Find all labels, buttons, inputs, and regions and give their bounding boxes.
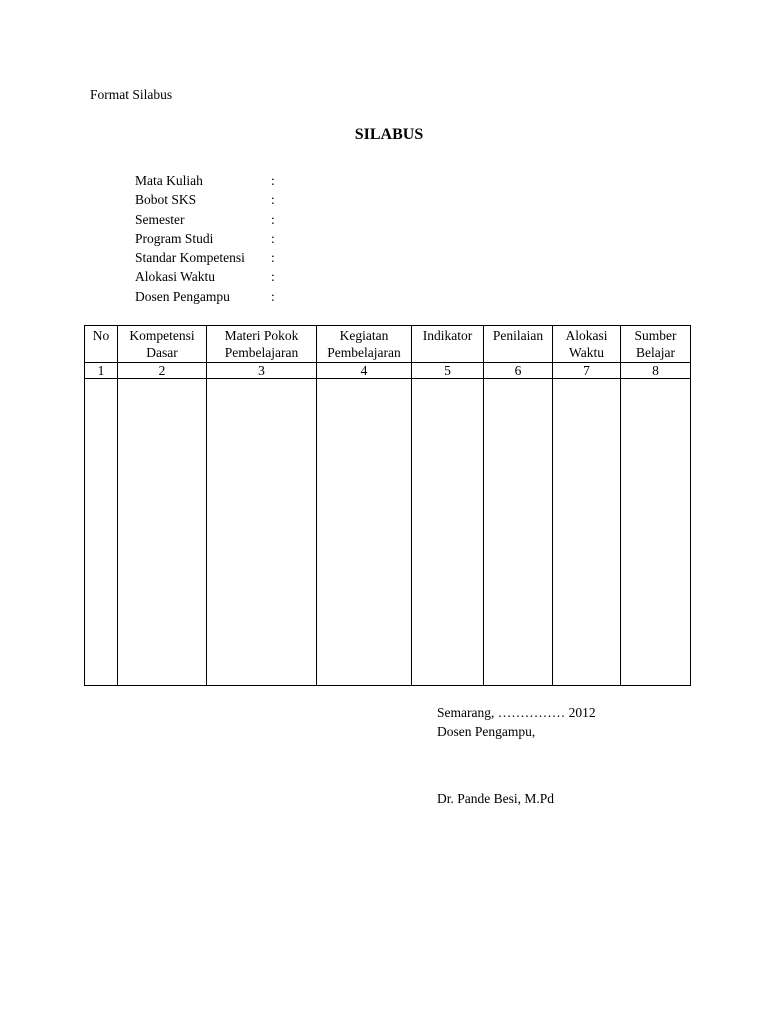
document-title: SILABUS xyxy=(354,126,424,143)
empty-cell xyxy=(484,379,553,686)
number-cell: 5 xyxy=(412,363,484,379)
field-colon: : xyxy=(271,211,275,227)
number-cell: 8 xyxy=(621,363,691,379)
field-colon: : xyxy=(271,288,275,304)
number-cell: 4 xyxy=(317,363,412,379)
field-row-alokasi-waktu xyxy=(135,267,283,286)
field-label: Standar Kompetensi xyxy=(135,250,245,266)
signer-name: Dr. Pande Besi, M.Pd xyxy=(437,791,555,806)
place-date: Semarang, …………… 2012 xyxy=(437,705,596,720)
field-colon: : xyxy=(271,173,275,188)
signature-space xyxy=(437,741,596,789)
table-number-row xyxy=(85,363,691,379)
field-row-semester xyxy=(135,210,283,229)
empty-cell xyxy=(85,379,118,686)
empty-cell xyxy=(207,379,317,686)
field-colon: : xyxy=(271,230,275,246)
header-cell-kompetensi-dasar: Kompetensi Dasar xyxy=(118,326,207,363)
field-label: Semester xyxy=(135,211,185,227)
field-label: Program Studi xyxy=(135,230,214,246)
number-cell: 6 xyxy=(484,363,553,379)
header-cell-no: No xyxy=(85,326,118,363)
field-label: Alokasi Waktu xyxy=(135,269,216,285)
field-label: Mata Kuliah xyxy=(135,173,203,188)
syllabus-table xyxy=(84,325,691,686)
field-colon: : xyxy=(271,192,275,208)
field-row-program-studi xyxy=(135,229,283,248)
header-cell-materi-pokok: Materi Pokok Pembelajaran xyxy=(207,326,317,363)
number-cell: 1 xyxy=(85,363,118,379)
course-info-fields xyxy=(135,171,283,306)
field-colon: : xyxy=(271,269,275,285)
header-cell-sumber-belajar: Sumber Belajar xyxy=(621,326,691,363)
empty-cell xyxy=(621,379,691,686)
header-cell-alokasi-waktu: Alokasi Waktu xyxy=(553,326,621,363)
table-body-row xyxy=(85,379,691,686)
field-row-standar-kompetensi xyxy=(135,248,283,267)
empty-cell xyxy=(118,379,207,686)
number-cell: 3 xyxy=(207,363,317,379)
table-header-row xyxy=(85,326,691,363)
field-row-dosen-pengampu xyxy=(135,287,283,306)
header-cell-penilaian: Penilaian xyxy=(484,326,553,363)
signature-block xyxy=(437,703,596,808)
empty-cell xyxy=(317,379,412,686)
header-cell-indikator: Indikator xyxy=(412,326,484,363)
field-row-bobot-sks xyxy=(135,190,283,209)
number-cell: 2 xyxy=(118,363,207,379)
field-row-mata-kuliah xyxy=(135,171,283,190)
number-cell: 7 xyxy=(553,363,621,379)
header-cell-kegiatan: Kegiatan Pembelajaran xyxy=(317,326,412,363)
field-label: Dosen Pengampu xyxy=(135,288,230,304)
empty-cell xyxy=(412,379,484,686)
field-label: Bobot SKS xyxy=(135,192,197,208)
signer-role: Dosen Pengampu, xyxy=(437,724,536,739)
field-colon: : xyxy=(271,250,275,266)
format-label: Format Silabus xyxy=(90,87,173,102)
empty-cell xyxy=(553,379,621,686)
